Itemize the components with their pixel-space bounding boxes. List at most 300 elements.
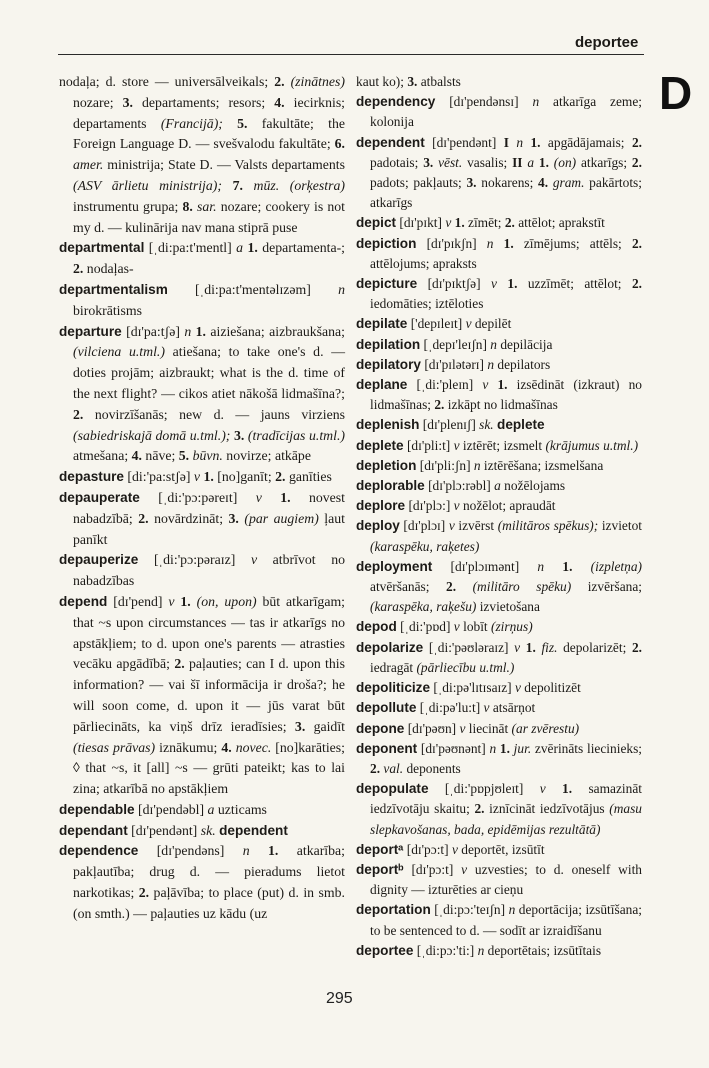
italic-note: v: [451, 841, 458, 857]
entry-text: [ˌdi:'pɒpjʊleɪt]: [428, 781, 540, 797]
italic-note: (on): [548, 154, 577, 170]
headword: deplore: [356, 498, 406, 514]
italic-note: v: [539, 781, 546, 797]
entry-text: iedragāt: [370, 659, 417, 675]
entry-text: padotais;: [370, 154, 424, 170]
sense-number: 1.: [195, 323, 206, 339]
dictionary-entry: [356, 739, 642, 779]
sense-number: 3.: [228, 510, 239, 526]
italic-note: novec.: [231, 739, 272, 755]
entry-text: fakultāte; the Foreign Language D. — svešvalodu fakultāte;: [73, 115, 345, 152]
entry-text: [262, 490, 280, 505]
sense-number: 3.: [122, 94, 133, 110]
entry-text: pakārtots; atkarīgs: [370, 175, 642, 211]
italic-note: a: [207, 801, 215, 817]
italic-note: v: [453, 619, 460, 635]
entry-text: [dɪ'plɔɪmənt]: [432, 558, 538, 574]
dictionary-entry: [356, 617, 642, 637]
entry-text: novirzīšanās; new d. — jauns virziens: [83, 406, 345, 422]
headword: deportᵇ: [356, 861, 404, 877]
entry-text: depilēt: [471, 316, 512, 332]
entry-text: atbalsts: [417, 74, 461, 89]
italic-note: v: [168, 593, 175, 609]
sense-number: 2.: [446, 579, 457, 595]
entry-text: ministrija; State D. — Valsts departaments: [103, 157, 345, 173]
italic-note: v: [453, 498, 460, 514]
italic-note: n: [242, 843, 250, 859]
entry-continuation: [356, 72, 642, 92]
headword: dependent: [356, 134, 425, 150]
sense-number: 2.: [631, 154, 642, 170]
italic-note: (Francijā);: [160, 115, 223, 131]
entry-text: kaut ko);: [356, 74, 408, 89]
headword: depasture: [59, 469, 124, 485]
headword: deplete: [356, 437, 404, 453]
italic-note: (par augiem): [238, 510, 319, 526]
entry-text: deportēt, izsūtīt: [457, 841, 545, 857]
sense-number: 3.: [466, 175, 477, 191]
dictionary-entry: [59, 467, 345, 488]
sense-number: 1.: [507, 276, 518, 292]
entry-text: iztērēšana; izsmelšana: [480, 457, 604, 473]
entry-text: izsēdināt (izkraut) no lidmašīnas;: [370, 377, 642, 413]
entry-text: atkarīgs;: [576, 154, 632, 170]
headword: depollute: [356, 700, 417, 716]
headword: depilation: [356, 336, 421, 352]
dictionary-entry: [356, 274, 642, 314]
sense-number: 1.: [280, 489, 291, 505]
sense-number: 2.: [474, 801, 485, 817]
italic-note: sk.: [200, 822, 216, 838]
italic-note: a: [527, 154, 535, 170]
sense-number: 2.: [370, 760, 381, 776]
sense-number: 2.: [631, 276, 642, 292]
entry-text: nožēlojams: [500, 478, 566, 494]
entry-text: paļāvība; to place (put) d. in smb. (on smth.) — paļauties uz kādu (uz: [73, 885, 345, 921]
italic-note: v: [514, 639, 521, 655]
dictionary-entry: [356, 860, 642, 900]
entry-text: [dɪ'pli:ʃn]: [416, 457, 474, 473]
entry-text: attēlot; aprakstīt: [514, 215, 605, 231]
sense-number: 4.: [221, 739, 232, 755]
sense-number: 6.: [334, 136, 345, 152]
entry-text: [222, 178, 233, 193]
sense-number: 8.: [182, 198, 193, 214]
dictionary-entry: [356, 557, 642, 618]
entry-text: samazināt iedzīvotāju skaitu;: [370, 781, 642, 817]
headword: deportation: [356, 902, 431, 918]
entry-text: novārdzināt;: [148, 510, 229, 526]
entry-text: izvēršana;: [571, 579, 642, 595]
dictionary-entry: [356, 436, 642, 456]
headword: deportee: [356, 942, 414, 958]
italic-note: būvn.: [189, 448, 223, 464]
sense-number: 1.: [503, 235, 514, 251]
sense-number: 3.: [423, 154, 434, 170]
italic-note: v: [459, 720, 466, 736]
headword: deponent: [356, 740, 418, 756]
entry-text: uzzīmēt; attēlot;: [517, 276, 632, 292]
entry-text: [546, 781, 562, 796]
entry-text: [dɪ'pendənt]: [127, 822, 201, 838]
dictionary-entry: [356, 516, 642, 556]
entry-text: [ˌdi:'pɔ:pəreɪt]: [139, 489, 256, 505]
dictionary-entry: [59, 322, 345, 468]
dictionary-entry: [356, 719, 642, 739]
sense-number: 2.: [631, 134, 642, 150]
italic-note: (vilciena u.tml.): [73, 344, 165, 360]
entry-text: deportētais; izsūtītais: [484, 942, 602, 958]
sense-number: 2.: [631, 639, 642, 655]
entry-text: nozare;: [73, 94, 123, 110]
sense-number: 2.: [73, 261, 84, 277]
entry-text: departaments; resors;: [133, 94, 275, 110]
headword: depict: [356, 215, 397, 231]
headword: depend: [59, 593, 108, 609]
dictionary-entry: [356, 234, 642, 274]
headword: deploy: [356, 518, 400, 534]
italic-note: n: [537, 558, 545, 574]
italic-note: amer.: [73, 157, 104, 173]
headword: depletion: [356, 457, 417, 473]
entry-text: [544, 559, 562, 574]
italic-note: n: [490, 336, 497, 352]
sense-number: 1.: [247, 240, 258, 256]
entry-text: iedomāties; iztēloties: [370, 296, 484, 312]
italic-note: (karaspēku, raķetes): [370, 538, 480, 554]
entry-text: izvietošana: [476, 599, 540, 615]
italic-note: (on, upon): [190, 593, 257, 609]
dictionary-entry: [356, 92, 642, 132]
italic-note: jur.: [509, 740, 532, 756]
sense-number: 1.: [499, 740, 510, 756]
sense-number: 2.: [434, 397, 445, 413]
sense-number: 1.: [562, 781, 573, 797]
headword: dependant: [59, 822, 128, 838]
italic-note: a: [236, 240, 244, 256]
entry-text: [dɪ'plɔ:rəbl]: [424, 478, 495, 494]
entry-text: ganīties: [285, 469, 332, 485]
headword: deplenish: [356, 417, 420, 433]
dictionary-entry: [356, 314, 642, 334]
dictionary-entry: [356, 213, 642, 233]
headword: depauperate: [59, 489, 140, 505]
entry-text: apgādājamais;: [540, 134, 632, 150]
headword: depolarize: [356, 639, 424, 655]
sense-number: 1.: [454, 215, 465, 231]
entry-text: [493, 236, 503, 251]
entry-text: [dɪ'plenɪʃ]: [419, 417, 480, 433]
sense-number: 1.: [525, 639, 536, 655]
italic-note: (ASV ārlietu ministrija);: [73, 177, 222, 193]
entry-text: vasalis;: [462, 154, 513, 170]
entry-text: deportācija; izsūtīšana; to be sentenced to d. — sodīt ar izraidīšanu: [370, 902, 642, 938]
entry-text: [ˌdi:pa:t'mentəlɪzəm]: [167, 281, 339, 297]
entry-text: zīmēt;: [464, 215, 505, 231]
entry-text: liecināt: [465, 720, 512, 736]
entry-text: atvēršanās;: [370, 579, 447, 595]
entry-text: [dɪ'pendənsɪ]: [435, 94, 533, 110]
sense-number: 2.: [138, 510, 149, 526]
sense-number: 5.: [178, 448, 190, 464]
headword: deplete: [497, 417, 545, 433]
entry-text: [ˌdi:pa:t'mentl]: [144, 240, 237, 256]
headword: departmentalism: [59, 281, 168, 297]
italic-note: (sabiedriskajā domā u.tml.);: [73, 427, 231, 443]
entry-text: ['depɪleɪt]: [407, 316, 466, 332]
sense-number: 2.: [631, 235, 642, 251]
entry-text: nāve;: [141, 448, 179, 464]
italic-note: (zinātnes): [284, 74, 345, 89]
italic-note: (pārliecību u.tml.): [416, 659, 515, 675]
dictionary-entry: [356, 698, 642, 718]
entry-text: [dɪ'pendənt]: [424, 134, 504, 150]
entry-text: iznīcināt iedzīvotājus: [484, 801, 610, 817]
italic-note: n: [516, 134, 524, 150]
entry-text: zīmējums; attēls;: [513, 235, 632, 251]
dictionary-entry: [356, 133, 642, 214]
entry-text: [ˌdi:'pɔ:pəraɪz]: [138, 552, 251, 568]
thumb-index-letter: D: [659, 67, 693, 119]
sense-number: 1.: [268, 843, 279, 859]
headword: depiction: [356, 235, 417, 251]
entry-text: [dɪ'pɔ:t]: [403, 841, 452, 857]
headword: depoliticize: [356, 680, 431, 696]
headword: deplorable: [356, 478, 425, 494]
dictionary-entry: [356, 840, 642, 860]
italic-note: (tradīcijas u.tml.): [244, 427, 346, 443]
sense-number: 2.: [504, 215, 515, 231]
sense-number: I: [503, 134, 509, 150]
entry-text: [250, 843, 268, 858]
entry-text: [dɪ'pa:tʃə]: [121, 323, 185, 339]
header-rule: [58, 54, 644, 55]
sense-number: II: [512, 154, 523, 170]
italic-note: n: [473, 457, 481, 473]
headword: dependence: [59, 843, 139, 859]
entry-text: birokrātisms: [73, 302, 142, 318]
italic-note: (zirņus): [491, 619, 533, 635]
running-head: deportee: [575, 34, 639, 51]
italic-note: (militāros spēkus);: [497, 518, 599, 534]
entry-text: atbrīvot no nabadzības: [73, 552, 345, 589]
entry-text: [dɪ'pendəbl]: [134, 801, 208, 817]
entry-text: izvietot: [598, 518, 642, 534]
italic-note: fiz.: [535, 639, 558, 655]
entry-text: [dɪ'pɪkt]: [396, 215, 446, 231]
entry-text: instrumentu grupa;: [73, 198, 183, 214]
headword: depicture: [356, 276, 418, 292]
dictionary-entry: [356, 779, 642, 840]
dictionary-entry: [356, 638, 642, 678]
sense-number: 5.: [237, 115, 248, 131]
sense-number: 3.: [294, 718, 306, 734]
entry-text: [ˌdi:'pleɪn]: [407, 377, 483, 393]
dictionary-entry: [356, 335, 642, 355]
entry-text: iznākumu;: [155, 739, 222, 755]
entry-text: paļauties; can I d. upon this information? — vai šī informācija ir droša?; he will soon come, d. upon it — jūs varat būt pārliecināts, ka viņš drīz ieradīsies;: [73, 656, 345, 734]
italic-note: v: [515, 680, 521, 696]
italic-note: gram.: [548, 175, 585, 191]
italic-note: (ar zvērestu): [511, 720, 580, 736]
entry-text: zvērināts liecinieks;: [531, 740, 643, 756]
sense-number: 4.: [274, 94, 285, 110]
dictionary-entry: [59, 592, 345, 800]
headword: departmental: [59, 240, 145, 256]
dictionary-entry: [356, 415, 642, 435]
italic-note: sk.: [479, 417, 494, 433]
entry-text: [dɪ'pli:t]: [403, 437, 454, 453]
entry-text: [dɪ'pend]: [107, 593, 169, 609]
entry-text: uzticams: [214, 801, 267, 817]
entry-text: [no]karāties; ◊ that ~s, it [all] ~s — grūti pateikt; kas to lai zina; atkarībā no apstākļiem: [73, 739, 346, 797]
entry-text: nodaļa; d. store — universālveikals;: [59, 74, 275, 89]
entry-text: depolitizēt: [520, 680, 581, 696]
entry-text: [dɪ'pəʊnənt]: [417, 740, 490, 756]
dictionary-entry: [356, 476, 642, 496]
entry-text: departamenta-;: [257, 240, 345, 256]
entry-text: [dɪ'pɪktʃə]: [417, 276, 491, 292]
sense-number: 2.: [274, 74, 285, 89]
entry-text: [dɪ'pɪkʃn]: [416, 235, 487, 251]
entry-text: nokarens;: [476, 175, 539, 191]
headword: deportᵃ: [356, 841, 404, 857]
entry-text: [ˌdi:'pəʊləraɪz]: [423, 639, 515, 655]
italic-note: v: [255, 489, 262, 505]
dictionary-entry: [59, 488, 345, 550]
entry-text: lobīt: [459, 619, 491, 635]
italic-note: n: [532, 94, 540, 110]
left-column: [59, 72, 345, 925]
italic-note: n: [487, 356, 495, 372]
italic-note: v: [483, 700, 490, 716]
headword: deployment: [356, 558, 433, 574]
dictionary-entry: [356, 900, 642, 940]
sense-number: 2.: [138, 885, 150, 901]
italic-note: v: [250, 552, 258, 568]
entry-text: uzvesties; to d. oneself with dignity — izturēties ar cieņu: [370, 861, 642, 898]
entry-text: atmešana;: [73, 448, 132, 464]
entry-text: [di:'pa:stʃə]: [123, 469, 194, 485]
headword: depilatory: [356, 356, 421, 372]
sense-number: 2.: [275, 469, 286, 485]
headword: dependent: [219, 822, 288, 838]
entry-text: [ˌdepɪ'leɪʃn]: [420, 336, 491, 352]
italic-note: n: [338, 281, 345, 297]
italic-note: (krājumus u.tml.): [545, 437, 639, 453]
entry-text: aiziešana; aizbraukšana;: [205, 323, 345, 339]
headword: dependable: [59, 801, 135, 817]
italic-note: v: [461, 861, 468, 877]
entry-text: [dɪ'plɔ:]: [405, 498, 454, 514]
entry-text: [ˌdi:pɔ:'teɪʃn]: [430, 902, 509, 918]
sense-number: 1.: [562, 558, 573, 574]
entry-text: novest nabadzībā;: [73, 489, 345, 526]
dictionary-entry: [356, 355, 642, 375]
italic-note: val.: [380, 760, 404, 776]
entry-text: [dɪ'pɔ:t]: [403, 861, 462, 877]
italic-note: v: [491, 276, 497, 292]
entry-text: deponents: [403, 760, 461, 776]
entry-text: būt atkarīgam; that ~s upon circumstances — tas ir atkarīgs no apstākļiem; to d. upon one's parents — atrasties vecāku apgādībā;: [73, 593, 346, 672]
entry-text: [ˌdi:pə'lu:t]: [416, 700, 484, 716]
entry-text: ļaut panīkt: [73, 510, 345, 547]
italic-note: (masu slepkavošanas, bada, epidēmijas rezultātā): [370, 801, 642, 837]
headword: deplane: [356, 377, 408, 393]
entry-text: padots; pakļauts;: [370, 175, 467, 191]
entry-text: atkarīga zeme; kolonija: [370, 94, 642, 130]
sense-number: 3.: [233, 427, 245, 443]
italic-note: n: [477, 942, 485, 958]
italic-note: n: [489, 740, 497, 756]
entry-text: gaidīt: [305, 718, 345, 734]
entry-text: [dɪ'pəʊn]: [404, 720, 460, 736]
italic-note: n: [486, 235, 494, 251]
italic-note: a: [494, 478, 501, 494]
dictionary-entry: [356, 375, 642, 415]
entry-text: [ˌdi:pɔ:'ti:]: [413, 942, 478, 958]
entry-text: [223, 116, 237, 131]
italic-note: v: [482, 377, 489, 393]
sense-number: 1.: [497, 377, 508, 393]
italic-note: v: [465, 316, 472, 332]
italic-note: (karaspēka, raķešu): [370, 599, 477, 615]
entry-text: [dɪ'pendəns]: [138, 843, 243, 859]
entry-text: [dɪ'plɔɪ]: [399, 518, 449, 534]
entry-text: [ˌdi:pə'lɪtɪsaɪz]: [430, 680, 515, 696]
dictionary-entry: [59, 238, 345, 280]
entry-text: atsārņot: [489, 700, 536, 716]
italic-note: (tiesas prāvas): [73, 739, 156, 755]
italic-note: (militāro spēku): [456, 579, 572, 595]
entry-text: nožēlot; apraudāt: [459, 498, 556, 514]
dictionary-entry: [356, 941, 642, 961]
headword: depauperize: [59, 552, 139, 568]
sense-number: 2.: [73, 406, 84, 422]
dictionary-entry: [59, 841, 345, 924]
sense-number: 3.: [407, 74, 418, 89]
italic-note: n: [184, 323, 192, 339]
italic-note: v: [453, 437, 460, 453]
dictionary-entry: [59, 550, 345, 592]
italic-note: sar.: [192, 198, 217, 214]
sense-number: 1.: [203, 469, 214, 485]
dictionary-entry: [356, 496, 642, 516]
headword: departure: [59, 323, 122, 339]
headword: dependency: [356, 94, 436, 110]
entry-text: atkarība; pakļautība; drug d. — pieradums lietot narkotikas;: [73, 843, 346, 901]
italic-note: (izpletņa): [572, 558, 642, 574]
italic-note: n: [508, 902, 516, 918]
right-column: [356, 72, 642, 961]
italic-note: v: [445, 215, 452, 231]
dictionary-entry: [59, 800, 345, 821]
italic-note: v: [448, 518, 455, 534]
entry-text: iecirknis; departaments: [73, 94, 346, 131]
sense-number: 2.: [174, 656, 185, 672]
dictionary-entry: [59, 72, 345, 238]
sense-number: 1.: [180, 593, 191, 609]
sense-number: 4.: [131, 448, 142, 464]
sense-number: 1.: [530, 134, 541, 150]
headword: depone: [356, 720, 405, 736]
dictionary-entry: [356, 456, 642, 476]
entry-text: depilators: [494, 356, 551, 372]
entry-text: nozare; cookery is not my d. — kulinārija nav mana stiprā puse: [73, 198, 346, 235]
entry-text: [dɪ'pɪlətərɪ]: [420, 356, 488, 372]
italic-note: mūz. (orķestra): [242, 177, 345, 193]
entry-text: atiešana; to take one's d. — doties projām; aizbraukt; what is the d. time of the next flight? — cikos atiet nākošā lidmašīna?;: [73, 344, 346, 401]
